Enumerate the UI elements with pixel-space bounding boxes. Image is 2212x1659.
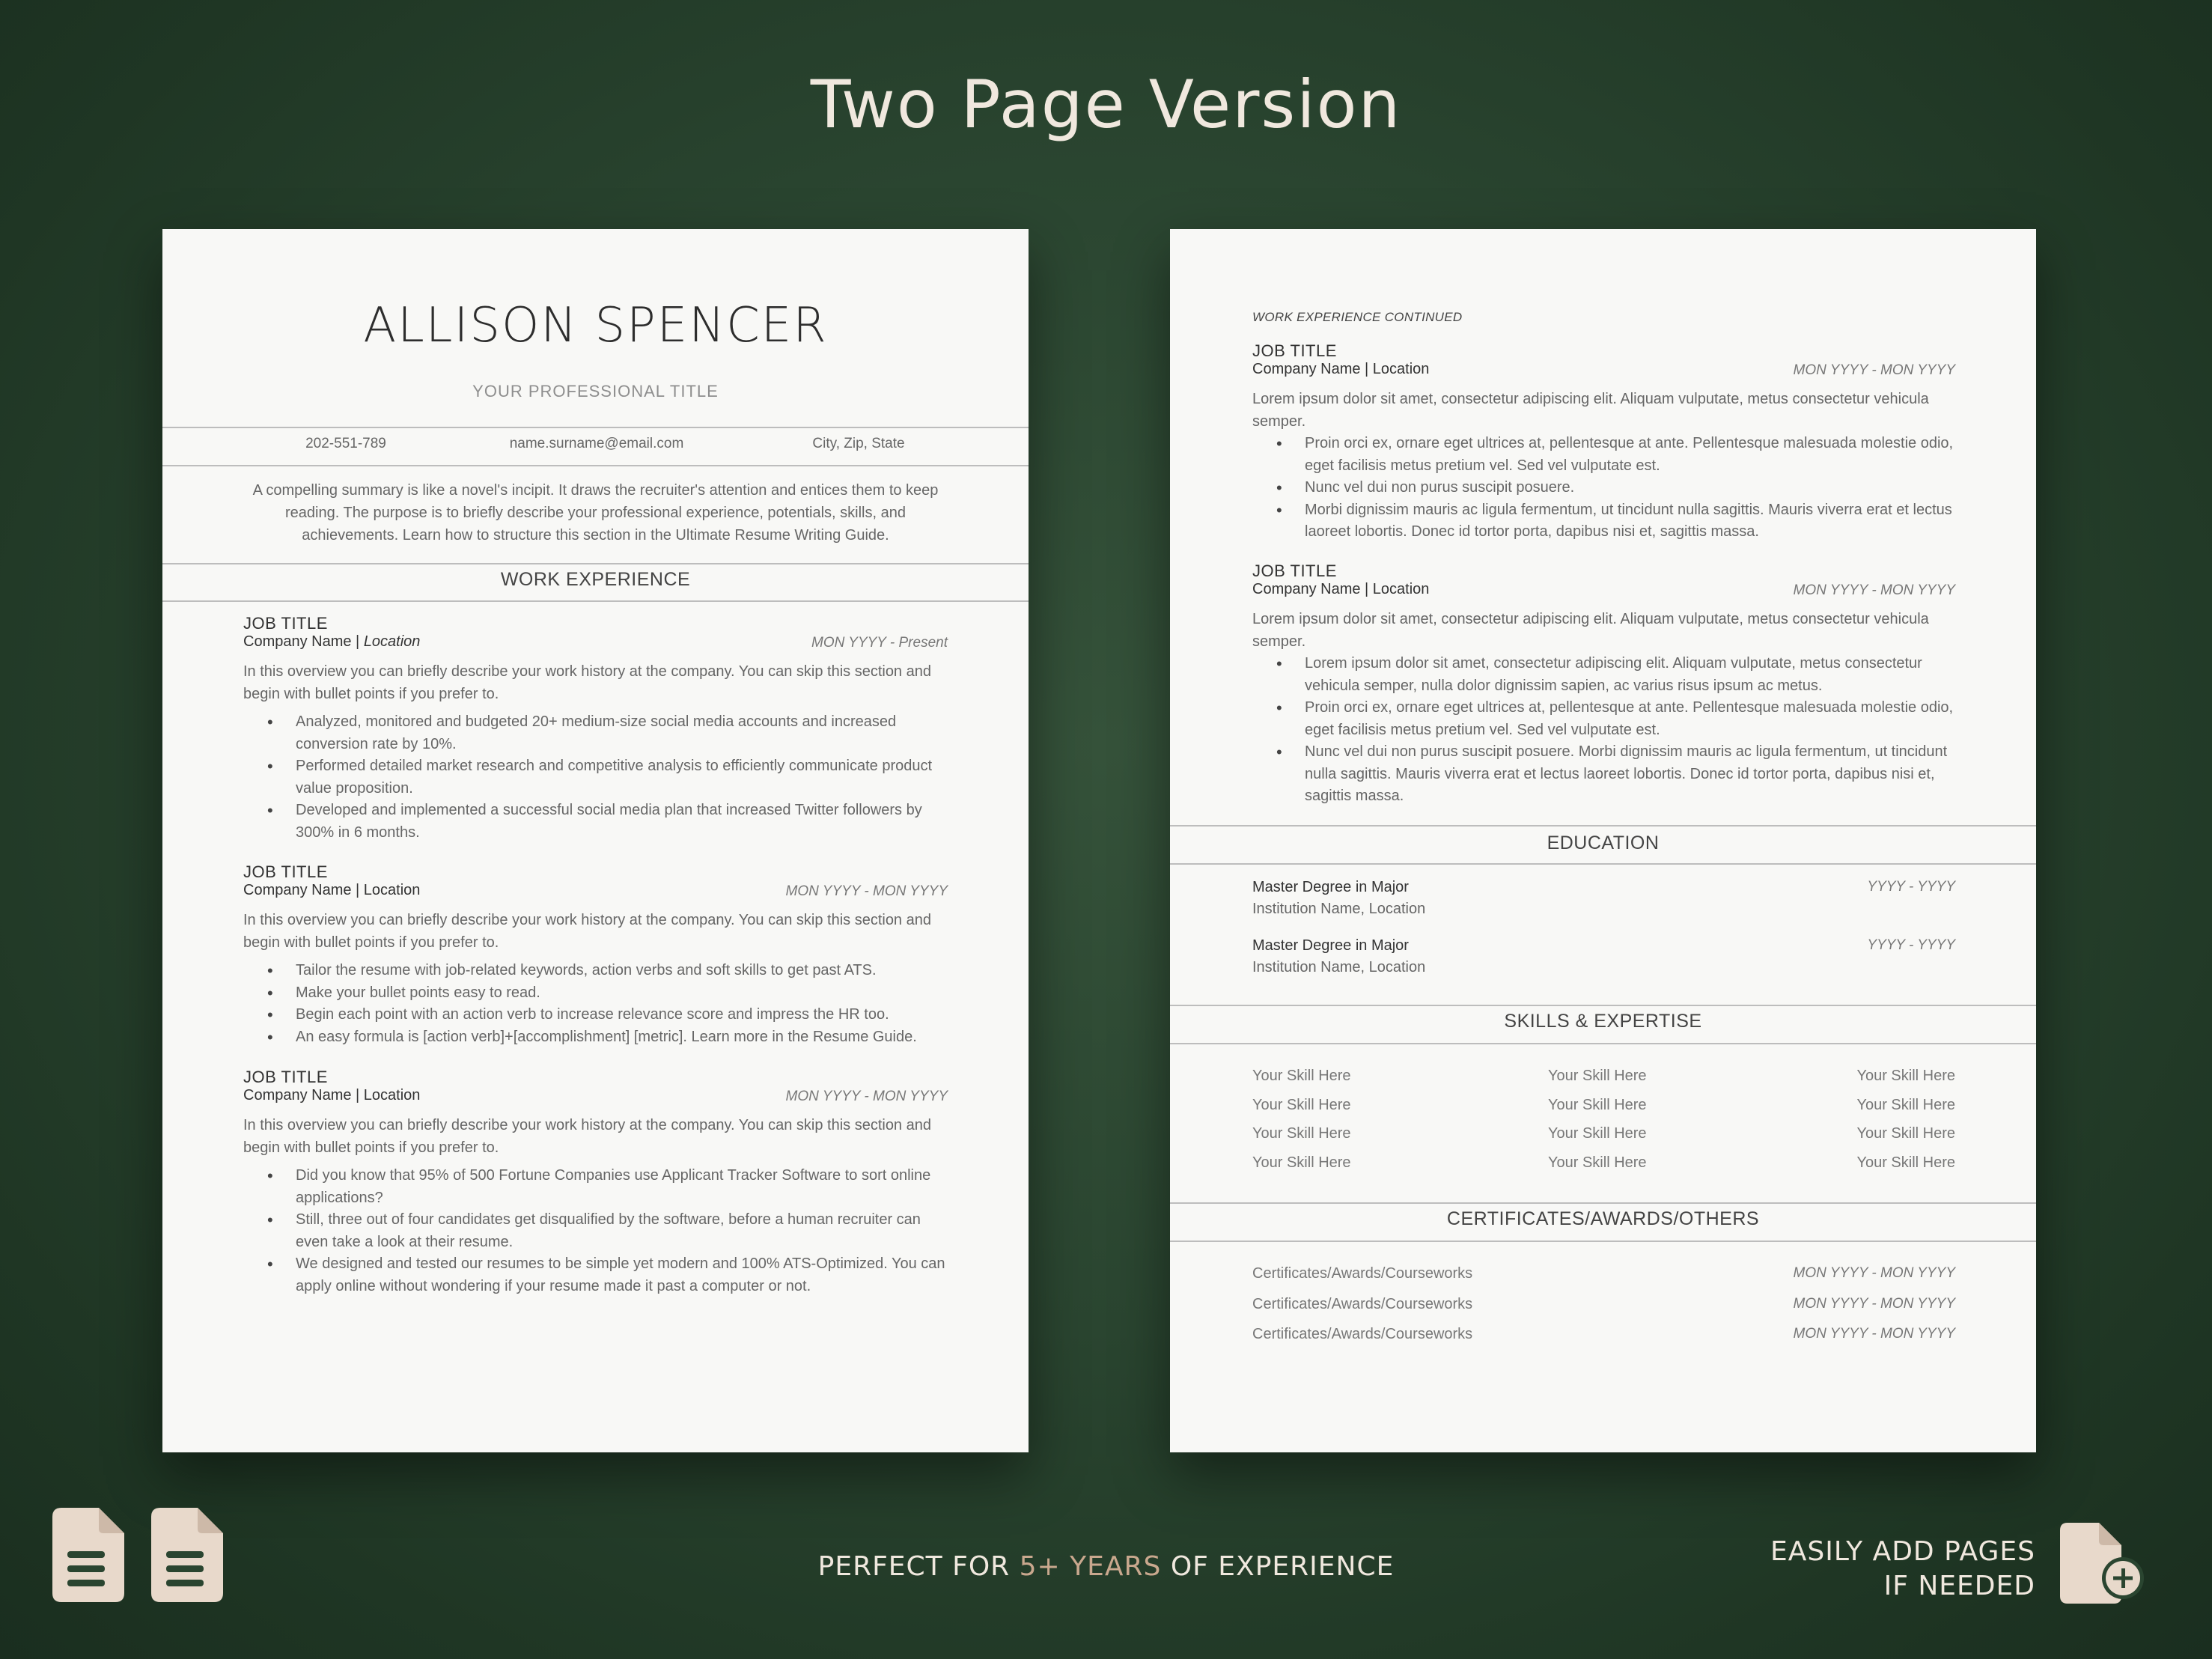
job-dates: MON YYYY - MON YYYY xyxy=(785,883,948,899)
divider xyxy=(1170,863,2036,865)
job-overview: In this overview you can briefly describe your work history at the company. You can skip this section and begin with bullet points if you prefer to. xyxy=(243,663,931,702)
divider xyxy=(1170,1202,2036,1204)
education-years: YYYY - YYYY xyxy=(1867,937,1955,953)
job-bullet: • Begin each point with an action verb to increase relevance score and impress the HR too. xyxy=(243,1004,948,1026)
job-overview: Lorem ipsum dolor sit amet, consectetur adipiscing elit. Aliquam vulputate, metus consectetur vehicula semper. xyxy=(1252,391,1929,430)
job-bullet: • Nunc vel dui non purus suscipit posuere. xyxy=(1252,477,1955,499)
education-degree: Master Degree in Major xyxy=(1252,879,1409,895)
divider xyxy=(1170,825,2036,827)
experience-tagline: PERFECT FOR 5+ YEARS OF EXPERIENCE xyxy=(817,1551,1395,1582)
summary: A compelling summary is like a novel's incipit. It draws the recruiter's attention and entices them to keep reading. The purpose is to briefly describe your professional experience, potentials, skills, and achievements. Learn how to structure this section in the Ultimate Resume Writing Guide. xyxy=(252,482,939,544)
job-bullet: • Proin orci ex, ornare eget ultrices at, pellentesque at ante. Pellentesque malesuada molestie odio, eget facilisis metus pretium vel. Sed vel vulputate est. xyxy=(1252,697,1955,741)
job-bullet: • Lorem ipsum dolor sit amet, consectetur adipiscing elit. Aliquam vulputate, metus consectetur vehicula semper, nulla dolor dignissim sapien, ac varius risus ipsum ac metus. xyxy=(1252,653,1955,697)
add-page-icon xyxy=(2060,1523,2148,1605)
skill-item: Your Skill Here xyxy=(1252,1068,1351,1084)
certificate-dates: MON YYYY - MON YYYY xyxy=(1793,1265,1955,1281)
add-pages-note: EASILY ADD PAGES IF NEEDED xyxy=(1770,1536,2035,1601)
certificate-row xyxy=(1252,1320,1955,1351)
resume-page-1 xyxy=(162,229,1029,1452)
skill-item: Your Skill Here xyxy=(1252,1154,1351,1171)
skill-item: Your Skill Here xyxy=(1856,1154,1955,1171)
job-title: JOB TITLE xyxy=(1252,561,1337,580)
certificate-name: Certificates/Awards/Courseworks xyxy=(1252,1326,1473,1342)
skill-item: Your Skill Here xyxy=(1856,1125,1955,1142)
job-dates: MON YYYY - MON YYYY xyxy=(1793,362,1955,378)
education-years: YYYY - YYYY xyxy=(1867,879,1955,895)
company-name: Company Name | Location xyxy=(243,1087,421,1104)
job-bullet: • Performed detailed market research and competitive analysis to efficiently communicate product value proposition. xyxy=(243,755,948,800)
education-institution: Institution Name, Location xyxy=(1252,901,1426,917)
job-overview: In this overview you can briefly describe your work history at the company. You can skip this section and begin with bullet points if you prefer to. xyxy=(243,1117,931,1156)
job-entry xyxy=(243,1068,948,1297)
job-bullet: • Morbi dignissim mauris ac ligula fermentum, ut tincidunt nulla sagittis. Mauris viverra erat et lectus laoreet lobortis. Donec id tortor porta, dapibus nisi et, sagittis massa. xyxy=(1252,499,1955,544)
continued-label: WORK EXPERIENCE CONTINUED xyxy=(1252,310,1463,324)
resume-page-2 xyxy=(1170,229,2036,1452)
job-title: JOB TITLE xyxy=(243,1068,328,1086)
education-entry xyxy=(1252,879,1955,918)
job-dates: MON YYYY - Present xyxy=(811,635,948,651)
contact-location: City, Zip, State xyxy=(812,436,905,451)
section-title-certificates: CERTIFICATES/AWARDS/OTHERS xyxy=(1446,1208,1760,1229)
skill-item: Your Skill Here xyxy=(1548,1068,1647,1084)
skill-item: Your Skill Here xyxy=(1252,1096,1351,1113)
education-degree: Master Degree in Major xyxy=(1252,937,1409,954)
job-bullet: • Tailor the resume with job-related keywords, action verbs and soft skills to get past ATS. xyxy=(243,960,948,982)
divider xyxy=(162,563,1029,564)
job-bullet: • Still, three out of four candidates get disqualified by the software, before a human recruiter can even take a look at their resume. xyxy=(243,1209,948,1253)
job-overview: Lorem ipsum dolor sit amet, consectetur adipiscing elit. Aliquam vulputate, metus consectetur vehicula semper. xyxy=(1252,611,1929,650)
divider xyxy=(1170,1005,2036,1006)
skills-column-2 xyxy=(1548,1062,1647,1177)
job-entry xyxy=(243,614,948,844)
section-title-work: WORK EXPERIENCE xyxy=(500,569,691,590)
skills-column-1 xyxy=(1252,1062,1351,1177)
divider xyxy=(162,427,1029,428)
banner-title: Two Page Version xyxy=(810,66,1402,143)
section-title-skills: SKILLS & EXPERTISE xyxy=(1504,1011,1702,1032)
divider xyxy=(162,465,1029,466)
job-overview: In this overview you can briefly describe your work history at the company. You can skip this section and begin with bullet points if you prefer to. xyxy=(243,912,931,951)
divider xyxy=(1170,1043,2036,1044)
contact-phone: 202-551-789 xyxy=(305,436,386,451)
education-entry xyxy=(1252,937,1955,976)
job-bullet: • We designed and tested our resumes to be simple yet modern and 100% ATS-Optimized. You can apply online without wondering if your resume made it past a computer or not. xyxy=(243,1253,948,1297)
job-bullet: • An easy formula is [action verb]+[accomplishment] [metric]. Learn more in the Resume Guide. xyxy=(243,1026,948,1049)
section-title-education: EDUCATION xyxy=(1547,832,1660,853)
certificate-dates: MON YYYY - MON YYYY xyxy=(1793,1295,1955,1312)
job-bullet: • Analyzed, monitored and budgeted 20+ medium-size social media accounts and increased conversion rate by 10%. xyxy=(243,711,948,755)
job-entry xyxy=(1252,341,1955,544)
job-entry xyxy=(1252,561,1955,808)
certificate-row xyxy=(1252,1290,1955,1321)
job-bullet: • Make your bullet points easy to read. xyxy=(243,982,948,1005)
certificate-name: Certificates/Awards/Courseworks xyxy=(1252,1265,1473,1282)
company-name: Company Name | Location xyxy=(243,882,421,898)
divider xyxy=(1170,1241,2036,1242)
candidate-name: ALLISON SPENCER xyxy=(363,298,828,353)
skill-item: Your Skill Here xyxy=(1252,1125,1351,1142)
certificates-list xyxy=(1252,1259,1955,1351)
job-bullet: • Proin orci ex, ornare eget ultrices at, pellentesque at ante. Pellentesque malesuada molestie odio, eget facilisis metus pretium vel. Sed vel vulputate est. xyxy=(1252,433,1955,477)
professional-title: YOUR PROFESSIONAL TITLE xyxy=(472,382,719,401)
job-title: JOB TITLE xyxy=(243,614,328,633)
certificate-row xyxy=(1252,1259,1955,1290)
skill-item: Your Skill Here xyxy=(1856,1068,1955,1084)
skills-column-3 xyxy=(1856,1062,1955,1177)
job-bullet: • Did you know that 95% of 500 Fortune Companies use Applicant Tracker Software to sort online applications? xyxy=(243,1165,948,1209)
skill-item: Your Skill Here xyxy=(1548,1096,1647,1113)
company-name: Company Name | Location xyxy=(243,633,421,650)
contact-email: name.surname@email.com xyxy=(509,436,684,451)
job-entry xyxy=(243,862,948,1048)
job-bullet: • Developed and implemented a successful social media plan that increased Twitter followers by 300% in 6 months. xyxy=(243,800,948,844)
education-institution: Institution Name, Location xyxy=(1252,959,1426,975)
job-dates: MON YYYY - MON YYYY xyxy=(785,1089,948,1104)
job-title: JOB TITLE xyxy=(243,862,328,881)
certificate-name: Certificates/Awards/Courseworks xyxy=(1252,1295,1473,1312)
job-bullet: • Nunc vel dui non purus suscipit posuere. Morbi dignissim mauris ac ligula fermentum, ut tincidunt nulla sagittis. Mauris viverra erat et lectus laoreet lobortis. Donec id tortor porta, dapibus nisi et, sagittis massa. xyxy=(1252,741,1955,808)
job-dates: MON YYYY - MON YYYY xyxy=(1793,582,1955,598)
certificate-dates: MON YYYY - MON YYYY xyxy=(1793,1326,1955,1342)
skill-item: Your Skill Here xyxy=(1548,1154,1647,1171)
skill-item: Your Skill Here xyxy=(1856,1096,1955,1113)
company-name: Company Name | Location xyxy=(1252,581,1430,597)
divider xyxy=(162,600,1029,602)
skill-item: Your Skill Here xyxy=(1548,1125,1647,1142)
company-name: Company Name | Location xyxy=(1252,361,1430,377)
job-title: JOB TITLE xyxy=(1252,341,1337,360)
